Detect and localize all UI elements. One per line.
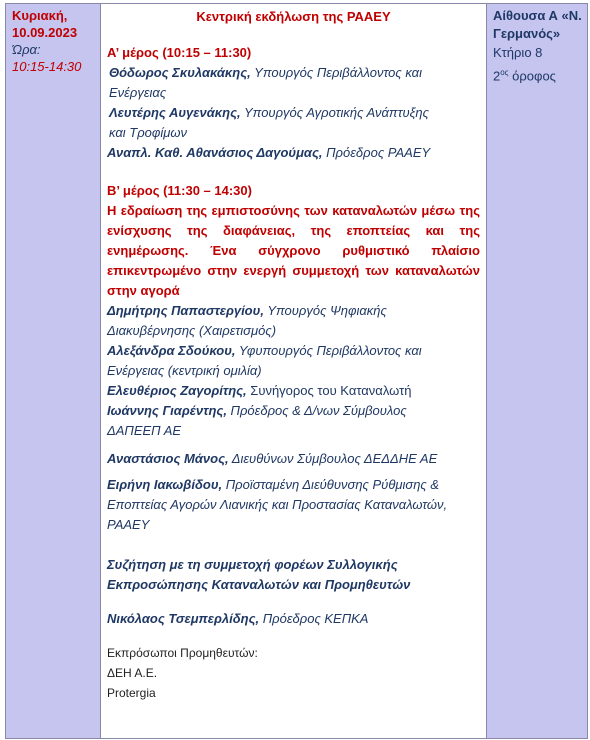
speaker-name: Ιωάννης Γιαρέντης, <box>107 403 227 418</box>
room-name-line: Αίθουσα Α «Ν. <box>493 8 582 23</box>
speaker-role: Πρόεδρος & Δ/νων Σύμβουλος <box>226 403 407 418</box>
speaker-role: Συνήγορος του Καταναλωτή <box>246 383 412 398</box>
discussion-heading <box>107 555 480 595</box>
room-name <box>493 7 583 43</box>
part-b-theme <box>107 201 480 301</box>
speaker-manos <box>107 449 480 469</box>
speaker-role: Πρόεδρος ΚΕΠΚΑ <box>259 611 369 626</box>
theme-line: επικεντρωμένο στην ενεργή συμμετοχή των καταναλωτών <box>107 263 480 278</box>
speaker-name: Θόδωρος Σκυλακάκης, <box>109 65 251 80</box>
speaker-role: Πρόεδρος ΡΑΑΕΥ <box>322 145 431 160</box>
speaker-role: Υπουργός Αγροτικής Ανάπτυξης <box>240 105 429 120</box>
floor-label <box>493 63 583 86</box>
speaker-role: Υπουργός Ψηφιακής <box>263 303 387 318</box>
part-b-heading: Β’ μέρος (11:30 – 14:30) <box>107 183 252 198</box>
theme-line: Η εδραίωση της εμπιστοσύνης των καταναλωτών μέσω της <box>107 203 480 218</box>
theme-line: ενημέρωσης. Ένα σύγχρονο ρυθμιστικό πλαίσιο <box>107 243 480 258</box>
speaker-role-cont: ΡΑΑΕΥ <box>107 517 150 532</box>
speaker-role: Προϊσταμένη Διεύθυνσης Ρύθμισης & <box>222 477 440 492</box>
event-title: Κεντρική εκδήλωση της ΡΑΑΕΥ <box>196 9 391 24</box>
speaker-role-cont: Ενέργειας <box>109 85 167 100</box>
speaker-role: Υπουργός Περιβάλλοντος και <box>250 65 422 80</box>
speaker-role-cont: και Τροφίμων <box>109 125 187 140</box>
discussion-line: Συζήτηση με τη συμμετοχή φορέων Συλλογικής <box>107 557 398 572</box>
speaker-role-cont: Εποπτείας Αγορών Λιανικής και Προστασίας Καταναλωτών, <box>107 497 448 512</box>
time-value: 10:15-14:30 <box>12 59 82 74</box>
speaker-name: Λευτέρης Αυγενάκης, <box>109 105 241 120</box>
speaker-iakovidou <box>107 475 480 535</box>
speaker-role: Υφυπουργός Περιβάλλοντος και <box>235 343 422 358</box>
program-cell <box>101 4 487 738</box>
speaker-role: Διευθύνων Σύμβουλος ΔΕΔΔΗΕ ΑΕ <box>228 451 438 466</box>
floor-word: όροφος <box>508 68 556 84</box>
speaker-role-cont: Διακυβέρνησης (Χαιρετισμός) <box>107 323 277 338</box>
speaker-name: Δημήτρης Παπαστεργίου, <box>107 303 264 318</box>
speaker-giarentis <box>107 401 480 441</box>
discussion-line: Εκπροσώπησης Καταναλωτών και Προμηθευτών <box>107 577 411 592</box>
day-label: Κυριακή, <box>12 8 68 23</box>
date-cell <box>6 4 101 738</box>
floor-suffix: ος <box>500 68 509 77</box>
date-value: 10.09.2023 <box>12 25 78 40</box>
supplier-item: ΔΕΗ Α.Ε. <box>107 666 158 680</box>
speaker-skylakakis <box>107 63 480 103</box>
speaker-name: Ειρήνη Ιακωβίδου, <box>107 477 223 492</box>
floor-number: 2 <box>493 68 501 84</box>
room-name-line: Γερμανός» <box>493 26 561 41</box>
supplier-item: Protergia <box>107 686 156 700</box>
speaker-tsemperlidis <box>107 609 480 629</box>
speaker-name: Αλεξάνδρα Σδούκου, <box>107 343 236 358</box>
theme-line: στην αγορά <box>107 283 180 298</box>
speaker-name: Ελευθέριος Ζαγορίτης, <box>107 383 247 398</box>
theme-line: ενίσχυσης της διαφάνειας, της εποπτείας και της <box>107 223 480 238</box>
speaker-avgenakis <box>107 103 480 143</box>
speaker-role-cont: Ενέργειας (κεντρική ομιλία) <box>107 363 262 378</box>
venue-cell <box>487 4 587 738</box>
time-label: Ώρα: <box>12 42 41 57</box>
speaker-name: Νικόλαος Τσεμπερλίδης, <box>107 611 260 626</box>
speaker-sdoukou <box>107 341 480 381</box>
schedule-table <box>5 3 588 739</box>
speaker-dagoumas <box>107 143 480 163</box>
speaker-papastergiou <box>107 301 480 341</box>
speaker-name: Αναστάσιος Μάνος, <box>107 451 229 466</box>
building-label: Κτήριο 8 <box>493 45 543 60</box>
part-a-heading: Α’ μέρος (10:15 – 11:30) <box>107 45 252 60</box>
speaker-zagoritis <box>107 381 480 401</box>
speaker-role-cont: ΔΑΠΕΕΠ ΑΕ <box>107 423 182 438</box>
speaker-name: Αναπλ. Καθ. Αθανάσιος Δαγούμας, <box>107 145 323 160</box>
suppliers-label: Εκπρόσωποι Προμηθευτών: <box>107 646 258 660</box>
